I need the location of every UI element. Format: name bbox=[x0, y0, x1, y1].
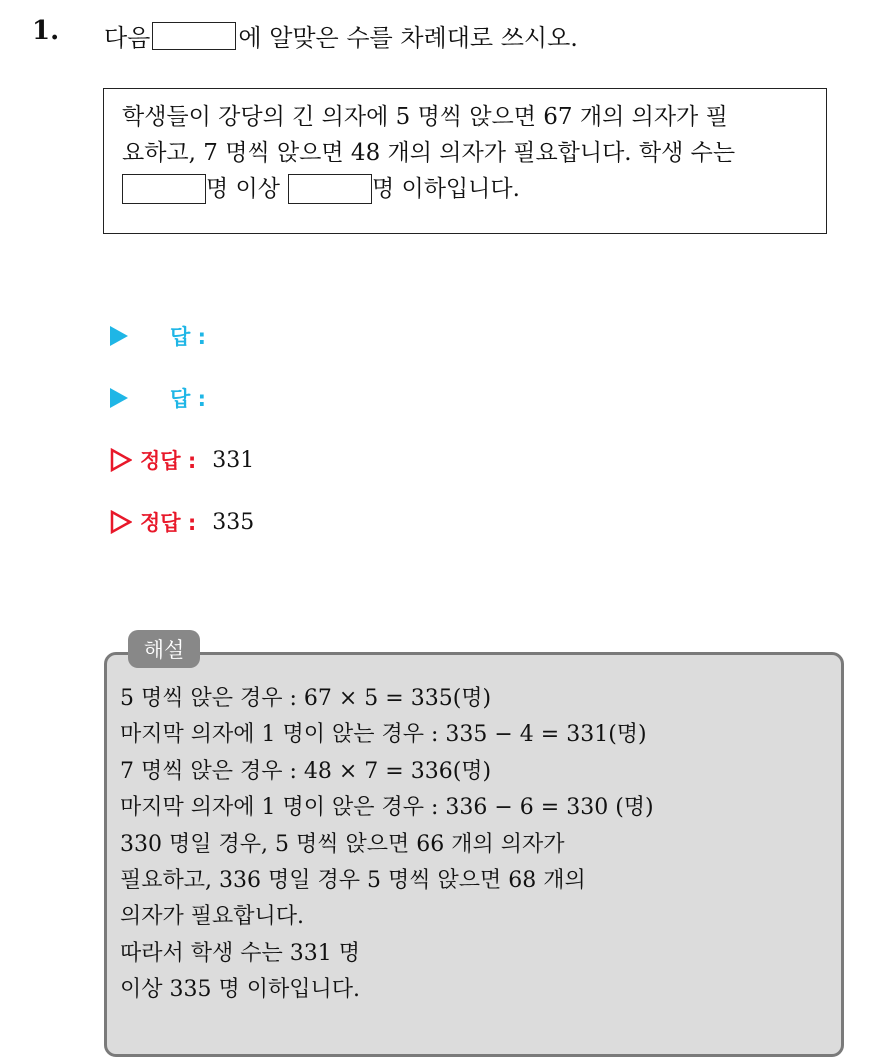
problem-line-3-mid: 명 이상 bbox=[206, 176, 280, 202]
explanation-line: 이상 335 명 이하입니다. bbox=[120, 977, 360, 1003]
outline-triangle-icon bbox=[110, 510, 132, 534]
prompt-before: 다음 bbox=[104, 24, 151, 52]
explanation-line: 의자가 필요합니다. bbox=[120, 904, 305, 930]
answer-blank-2[interactable] bbox=[288, 174, 372, 204]
answer-row-2[interactable] bbox=[110, 383, 206, 413]
correct-value: 331 bbox=[212, 447, 255, 473]
answer-label: 답 : bbox=[170, 325, 206, 349]
correct-value: 335 bbox=[212, 509, 255, 535]
correct-row-2 bbox=[110, 507, 254, 537]
explanation-line: 330 명일 경우, 5 명씩 앉으면 66 개의 의자가 bbox=[120, 831, 565, 857]
explanation-title: 해설 bbox=[128, 630, 200, 668]
answer-row-1[interactable] bbox=[110, 321, 206, 351]
problem-line-3-end: 명 이하입니다. bbox=[371, 176, 520, 202]
filled-triangle-icon bbox=[110, 326, 128, 346]
explanation-line: 5 명씩 앉은 경우 : 67 × 5 = 335(명) bbox=[120, 686, 492, 711]
explanation-line: 마지막 의자에 1 명이 앉은 경우 : 336 − 6 = 330 (명) bbox=[120, 795, 654, 821]
answer-label: 답 : bbox=[170, 387, 206, 411]
explanation-line: 필요하고, 336 명일 경우 5 명씩 앉으면 68 개의 bbox=[120, 868, 586, 894]
explanation-line: 마지막 의자에 1 명이 앉는 경우 : 335 − 4 = 331(명) bbox=[120, 722, 647, 748]
problem-line-2: 요하고, 7 명씩 앉으면 48 개의 의자가 필요합니다. 학생 수는 bbox=[122, 140, 736, 166]
problem-box bbox=[103, 88, 827, 234]
answer-blank-1[interactable] bbox=[122, 174, 206, 204]
problem-line-1: 학생들이 강당의 긴 의자에 5 명씩 앉으면 67 개의 의자가 필 bbox=[122, 104, 728, 130]
question-prompt bbox=[104, 18, 578, 53]
explanation-line: 7 명씩 앉은 경우 : 48 × 7 = 336(명) bbox=[120, 758, 492, 784]
question-number: 1. bbox=[32, 16, 60, 46]
correct-row-1 bbox=[110, 445, 254, 475]
prompt-blank-box bbox=[152, 22, 236, 50]
explanation-text bbox=[120, 681, 654, 1009]
correct-label: 정답 : bbox=[140, 511, 197, 535]
explanation-line: 따라서 학생 수는 331 명 bbox=[120, 940, 360, 966]
filled-triangle-icon bbox=[110, 388, 128, 408]
prompt-after: 에 알맞은 수를 차례대로 쓰시오. bbox=[238, 24, 578, 52]
outline-triangle-icon bbox=[110, 448, 132, 472]
problem-line-3 bbox=[122, 171, 808, 207]
correct-label: 정답 : bbox=[140, 449, 197, 473]
